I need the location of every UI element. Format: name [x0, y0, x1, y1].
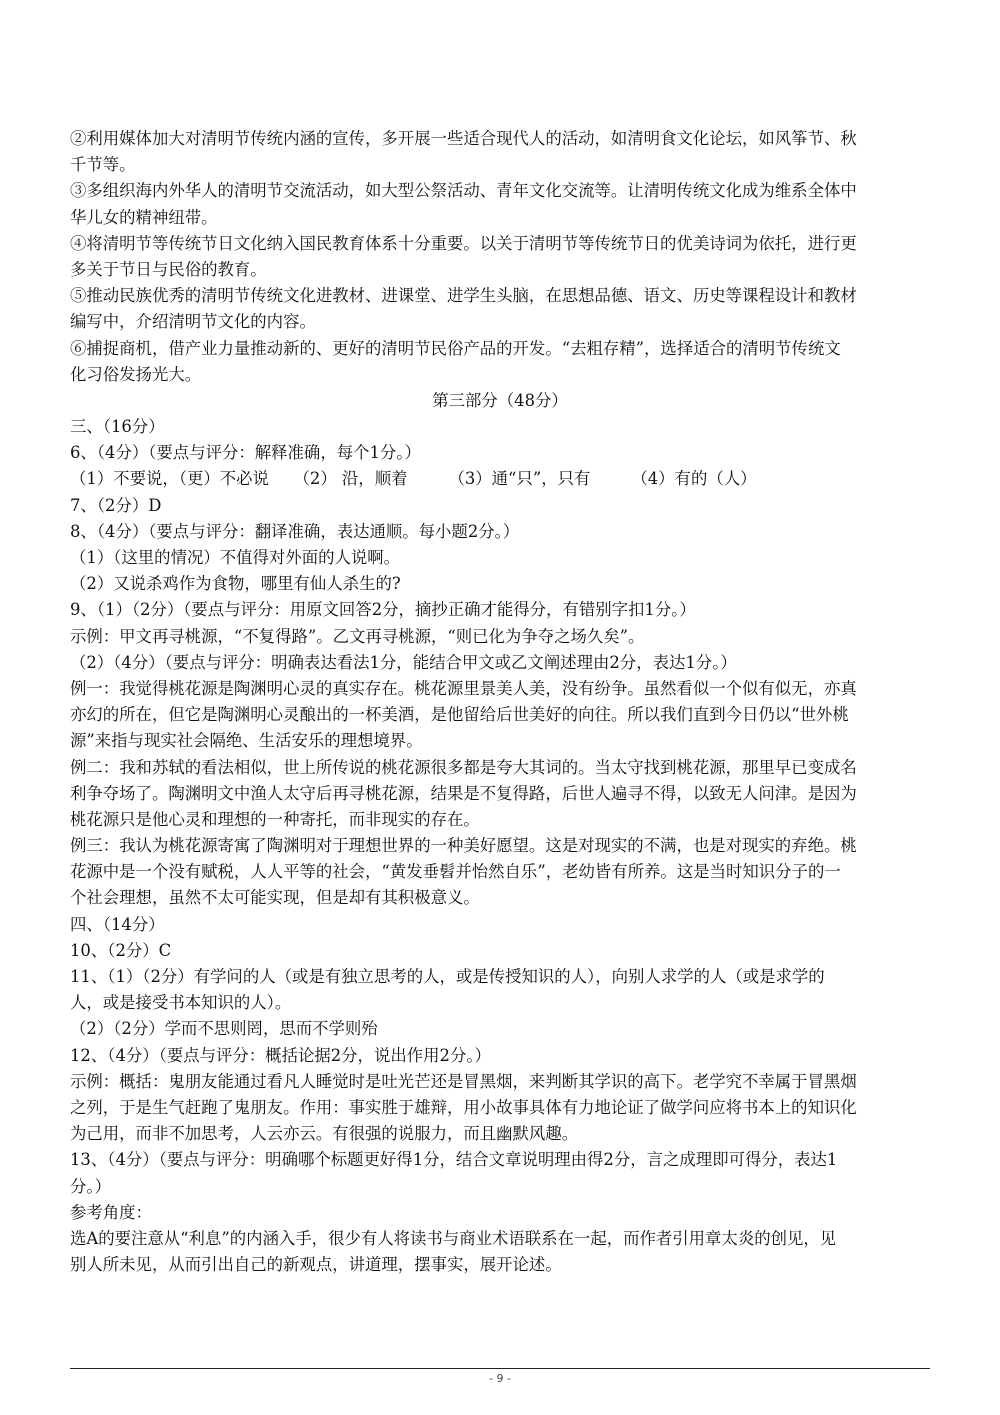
text-line: 源”来指与现实社会隔绝、生活安乐的理想境界。	[70, 731, 423, 751]
document-body	[70, 126, 930, 1278]
page-number: - 9 -	[489, 1372, 511, 1385]
text-line: （1）不要说，（更）不必说 （2） 沿，顺着 （3）通“只”，只有 （4）有的（人）	[70, 469, 757, 489]
text-line: 例二：我和苏轼的看法相似，世上所传说的桃花源很多都是夸大其词的。当太守找到桃花源，那里早已变成名	[70, 757, 857, 777]
text-line: 人，或是接受书本知识的人）。	[70, 993, 292, 1013]
text-line: （2）（2分）学而不思则罔，思而不学则殆	[70, 1019, 378, 1039]
text-line: 桃花源只是他心灵和理想的一种寄托，而非现实的存在。	[70, 809, 480, 829]
text-line: 例一：我觉得桃花源是陶渊明心灵的真实存在。桃花源里景美人美，没有纷争。虽然看似一个似有似无，亦真	[70, 678, 857, 698]
text-line: 别人所未见，从而引出自己的新观点，讲道理，摆事实，展开论述。	[70, 1255, 562, 1275]
section-heading: 第三部分（48分）	[432, 390, 568, 410]
text-line: 多关于节日与民俗的教育。	[70, 259, 267, 279]
text-line: （2）又说杀鸡作为食物，哪里有仙人杀生的?	[70, 574, 401, 594]
text-line: 为己用，而非不加思考，人云亦云。有很强的说服力，而且幽默风趣。	[70, 1124, 579, 1144]
text-line: 13、（4分）（要点与评分：明确哪个标题更好得1分，结合文章说明理由得2分，言之成理即可得分，表达1	[70, 1150, 838, 1170]
text-line: 利争夺场了。陶渊明文中渔人太守后再寻桃花源，结果是不复得路，后世人遍寻不得，以致无人问津。是因为	[70, 783, 857, 803]
text-line: ③多组织海内外华人的清明节交流活动，如大型公祭活动、青年文化交流等。让清明传统文化成为维系全体中	[70, 181, 857, 201]
text-line: 9、（1）（2分）（要点与评分：用原文回答2分，摘抄正确才能得分，有错别字扣1分。）	[70, 600, 696, 620]
text-line: 示例：甲文再寻桃源，“不复得路”。乙文再寻桃源，“则已化为争夺之场久矣”。	[70, 626, 645, 646]
text-line: （1）（这里的情况）不值得对外面的人说啊。	[70, 548, 401, 567]
text-line: 化习俗发扬光大。	[70, 364, 202, 384]
text-line: 花源中是一个没有赋税，人人平等的社会，“黄发垂髫并怡然自乐”，老幼皆有所养。这是当时知识分子的一	[70, 862, 841, 882]
text-line: ②利用媒体加大对清明节传统内涵的宣传，多开展一些适合现代人的活动，如清明食文化论坛，如风筝节、秋	[70, 129, 857, 148]
text-line: 华儿女的精神纽带。	[70, 207, 218, 227]
text-line: ⑤推动民族优秀的清明节传统文化进教材、进课堂、进学生头脑，在思想品德、语文、历史等课程设计和教材	[70, 286, 857, 306]
text-line: 10、（2分）C	[70, 940, 172, 960]
text-line: （2）（4分）（要点与评分：明确表达看法1分，能结合甲文或乙文阐述理由2分，表达1分。）	[70, 652, 737, 672]
text-line: 分。）	[70, 1176, 111, 1196]
text-line: 7、（2分）D	[70, 495, 162, 515]
text-line: 千节等。	[70, 155, 136, 175]
text-line: 个社会理想，虽然不太可能实现，但是却有其积极意义。	[70, 888, 480, 908]
text-line: 示例：概括：鬼朋友能通过看凡人睡觉时是吐光芒还是冒黑烟，来判断其学识的高下。老学究不幸属于冒黑烟	[70, 1071, 857, 1091]
text-line: 8、（4分）（要点与评分：翻译准确，表达通顺。每小题2分。）	[70, 521, 520, 541]
text-line: 选A的要注意从“利息”的内涵入手，很少有人将读书与商业术语联系在一起，而作者引用章太炎的创见，见	[70, 1228, 837, 1248]
text-line: 例三：我认为桃花源寄寓了陶渊明对于理想世界的一种美好愿望。这是对现实的不满，也是对现实的弃绝。桃	[70, 836, 857, 856]
text-line: 6、（4分）（要点与评分：解释准确，每个1分。）	[70, 443, 421, 463]
footer-divider	[70, 1368, 930, 1369]
text-line: 之列，于是生气赶跑了鬼朋友。作用：事实胜于雄辩，用小故事具体有力地论证了做学问应将书本上的知识化	[70, 1097, 857, 1117]
text-line: 12、（4分）（要点与评分：概括论据2分，说出作用2分。）	[70, 1045, 491, 1065]
text-line: 编写中，介绍清明节文化的内容。	[70, 312, 316, 332]
text-line: 11、（1）（2分）有学问的人（或是有独立思考的人，或是传授知识的人），向别人求学的人（或是求学的	[70, 967, 825, 986]
text-line: 亦幻的所在，但它是陶渊明心灵酿出的一杯美酒，是他留给后世美好的向往。所以我们直到今日仍以“世外桃	[70, 705, 849, 725]
text-line: ④将清明节等传统节日文化纳入国民教育体系十分重要。以关于清明节等传统节日的优美诗词为依托，进行更	[70, 233, 857, 253]
text-line: 四、（14分）	[70, 914, 165, 934]
text-line: 参考角度：	[70, 1202, 152, 1222]
text-line: 三、（16分）	[70, 417, 165, 437]
text-line: ⑥捕捉商机，借产业力量推动新的、更好的清明节民俗产品的开发。“去粗存精”，选择适合的清明节传统文	[70, 338, 841, 358]
